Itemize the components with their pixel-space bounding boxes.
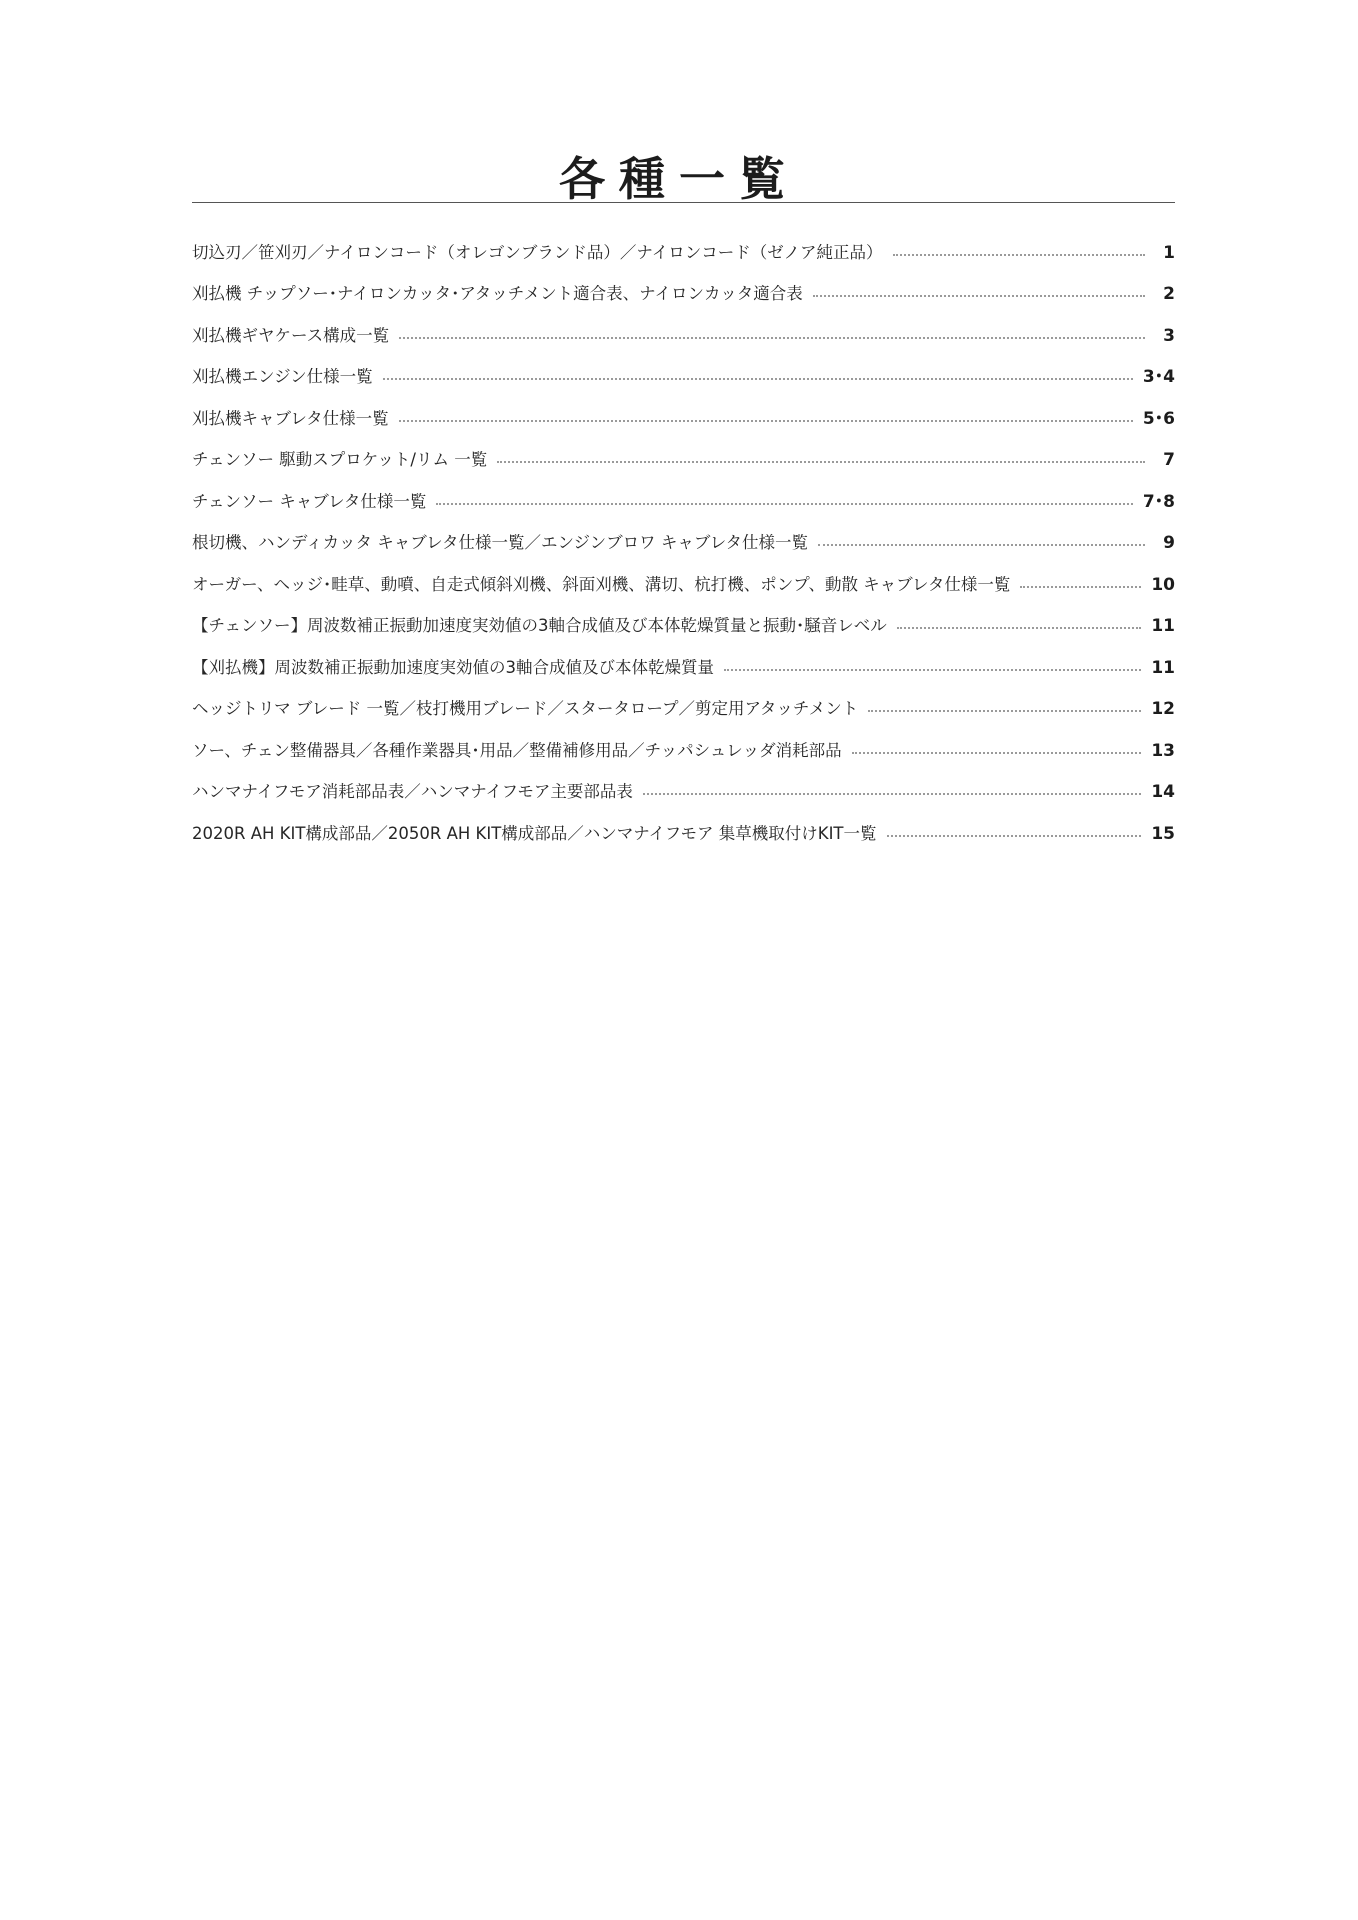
toc-entry-label: 根切機、ハンディカッタ キャブレタ仕様一覧／エンジンブロワ キャブレタ仕様一覧	[192, 533, 809, 553]
dot-leader	[897, 627, 1142, 629]
toc-entry[interactable]	[192, 813, 1175, 855]
dot-leader	[852, 752, 1142, 754]
toc-entry-page: 3･4	[1142, 367, 1175, 388]
toc-entry[interactable]	[192, 440, 1175, 482]
dot-leader	[399, 420, 1133, 422]
dot-leader	[868, 710, 1141, 712]
toc-entry[interactable]	[192, 606, 1175, 648]
toc-entry-page: 9	[1163, 533, 1175, 554]
dot-leader	[436, 503, 1132, 505]
title-divider	[192, 202, 1175, 203]
toc-entry-label: 刈払機エンジン仕様一覧	[192, 367, 373, 387]
dot-leader	[724, 669, 1141, 671]
toc-entry-page: 14	[1151, 782, 1175, 803]
toc-entry-page: 3	[1163, 325, 1175, 346]
toc-entry-page: 15	[1151, 823, 1175, 844]
toc-entry-label: チェンソー 駆動スプロケット/リム 一覧	[192, 450, 488, 470]
dot-leader	[399, 337, 1145, 339]
dot-leader	[497, 461, 1145, 463]
toc-entry-page: 12	[1151, 699, 1175, 720]
toc-entry-label: 刈払機 チップソー･ナイロンカッタ･アタッチメント適合表、ナイロンカッタ適合表	[192, 284, 803, 304]
toc-entry[interactable]	[192, 730, 1175, 772]
toc-entry-page: 10	[1151, 574, 1175, 595]
dot-leader	[813, 295, 1145, 297]
toc-entry-page: 11	[1151, 616, 1175, 637]
toc-entry[interactable]	[192, 274, 1175, 316]
toc-entry-label: 刈払機キャブレタ仕様一覧	[192, 408, 389, 428]
toc-entry[interactable]	[192, 523, 1175, 565]
dot-leader	[643, 793, 1141, 795]
toc-entry[interactable]	[192, 232, 1175, 274]
toc-entry-label: 切込刃／笹刈刃／ナイロンコード（オレゴンブランド品）／ナイロンコード（ゼノア純正品）	[192, 242, 883, 262]
toc-entry[interactable]	[192, 564, 1175, 606]
toc-entry-page: 5･6	[1142, 408, 1175, 429]
toc-entry-page: 7	[1163, 450, 1175, 471]
toc-entry-label: オーガー、ヘッジ･畦草、動噴、自走式傾斜刈機、斜面刈機、溝切、杭打機、ポンプ、動散 キャブレタ仕様一覧	[192, 574, 1011, 594]
toc-entry-label: チェンソー キャブレタ仕様一覧	[192, 491, 427, 511]
toc-entry-label: 【チェンソー】周波数補正振動加速度実効値の3軸合成値及び本体乾燥質量と振動･騒音レベル	[192, 616, 887, 636]
toc-entry-page: 1	[1163, 242, 1175, 263]
toc-entry-page: 11	[1151, 657, 1175, 678]
dot-leader	[887, 835, 1142, 837]
dot-leader	[1020, 586, 1141, 588]
toc-entry[interactable]	[192, 689, 1175, 731]
dot-leader	[893, 254, 1145, 256]
dot-leader	[818, 544, 1145, 546]
toc-entry-page: 13	[1151, 740, 1175, 761]
toc-entry[interactable]	[192, 647, 1175, 689]
toc-entry-label: ヘッジトリマ ブレード 一覧／枝打機用ブレード／スタータロープ／剪定用アタッチメント	[192, 699, 859, 719]
page-title: 各種一覧	[559, 151, 799, 206]
toc-entry-label: 【刈払機】周波数補正振動加速度実効値の3軸合成値及び本体乾燥質量	[192, 657, 714, 677]
toc-entry-label: 刈払機ギヤケース構成一覧	[192, 325, 390, 345]
toc-entry-page: 2	[1163, 284, 1175, 305]
dot-leader	[383, 378, 1133, 380]
toc-entry-label: 2020R AH KIT構成部品／2050R AH KIT構成部品／ハンマナイフモア 集草機取付けKIT一覧	[192, 823, 877, 843]
toc-entry-label: ソー、チェン整備器具／各種作業器具･用品／整備補修用品／チッパシュレッダ消耗部品	[192, 740, 842, 760]
toc-entry-page: 7･8	[1142, 491, 1175, 512]
toc-entry[interactable]	[192, 398, 1175, 440]
toc-entry[interactable]	[192, 772, 1175, 814]
toc-entry[interactable]	[192, 481, 1175, 523]
toc-entry-label: ハンマナイフモア消耗部品表／ハンマナイフモア主要部品表	[192, 782, 633, 802]
toc-entry[interactable]	[192, 315, 1175, 357]
toc-entry[interactable]	[192, 357, 1175, 399]
table-of-contents	[192, 232, 1175, 855]
